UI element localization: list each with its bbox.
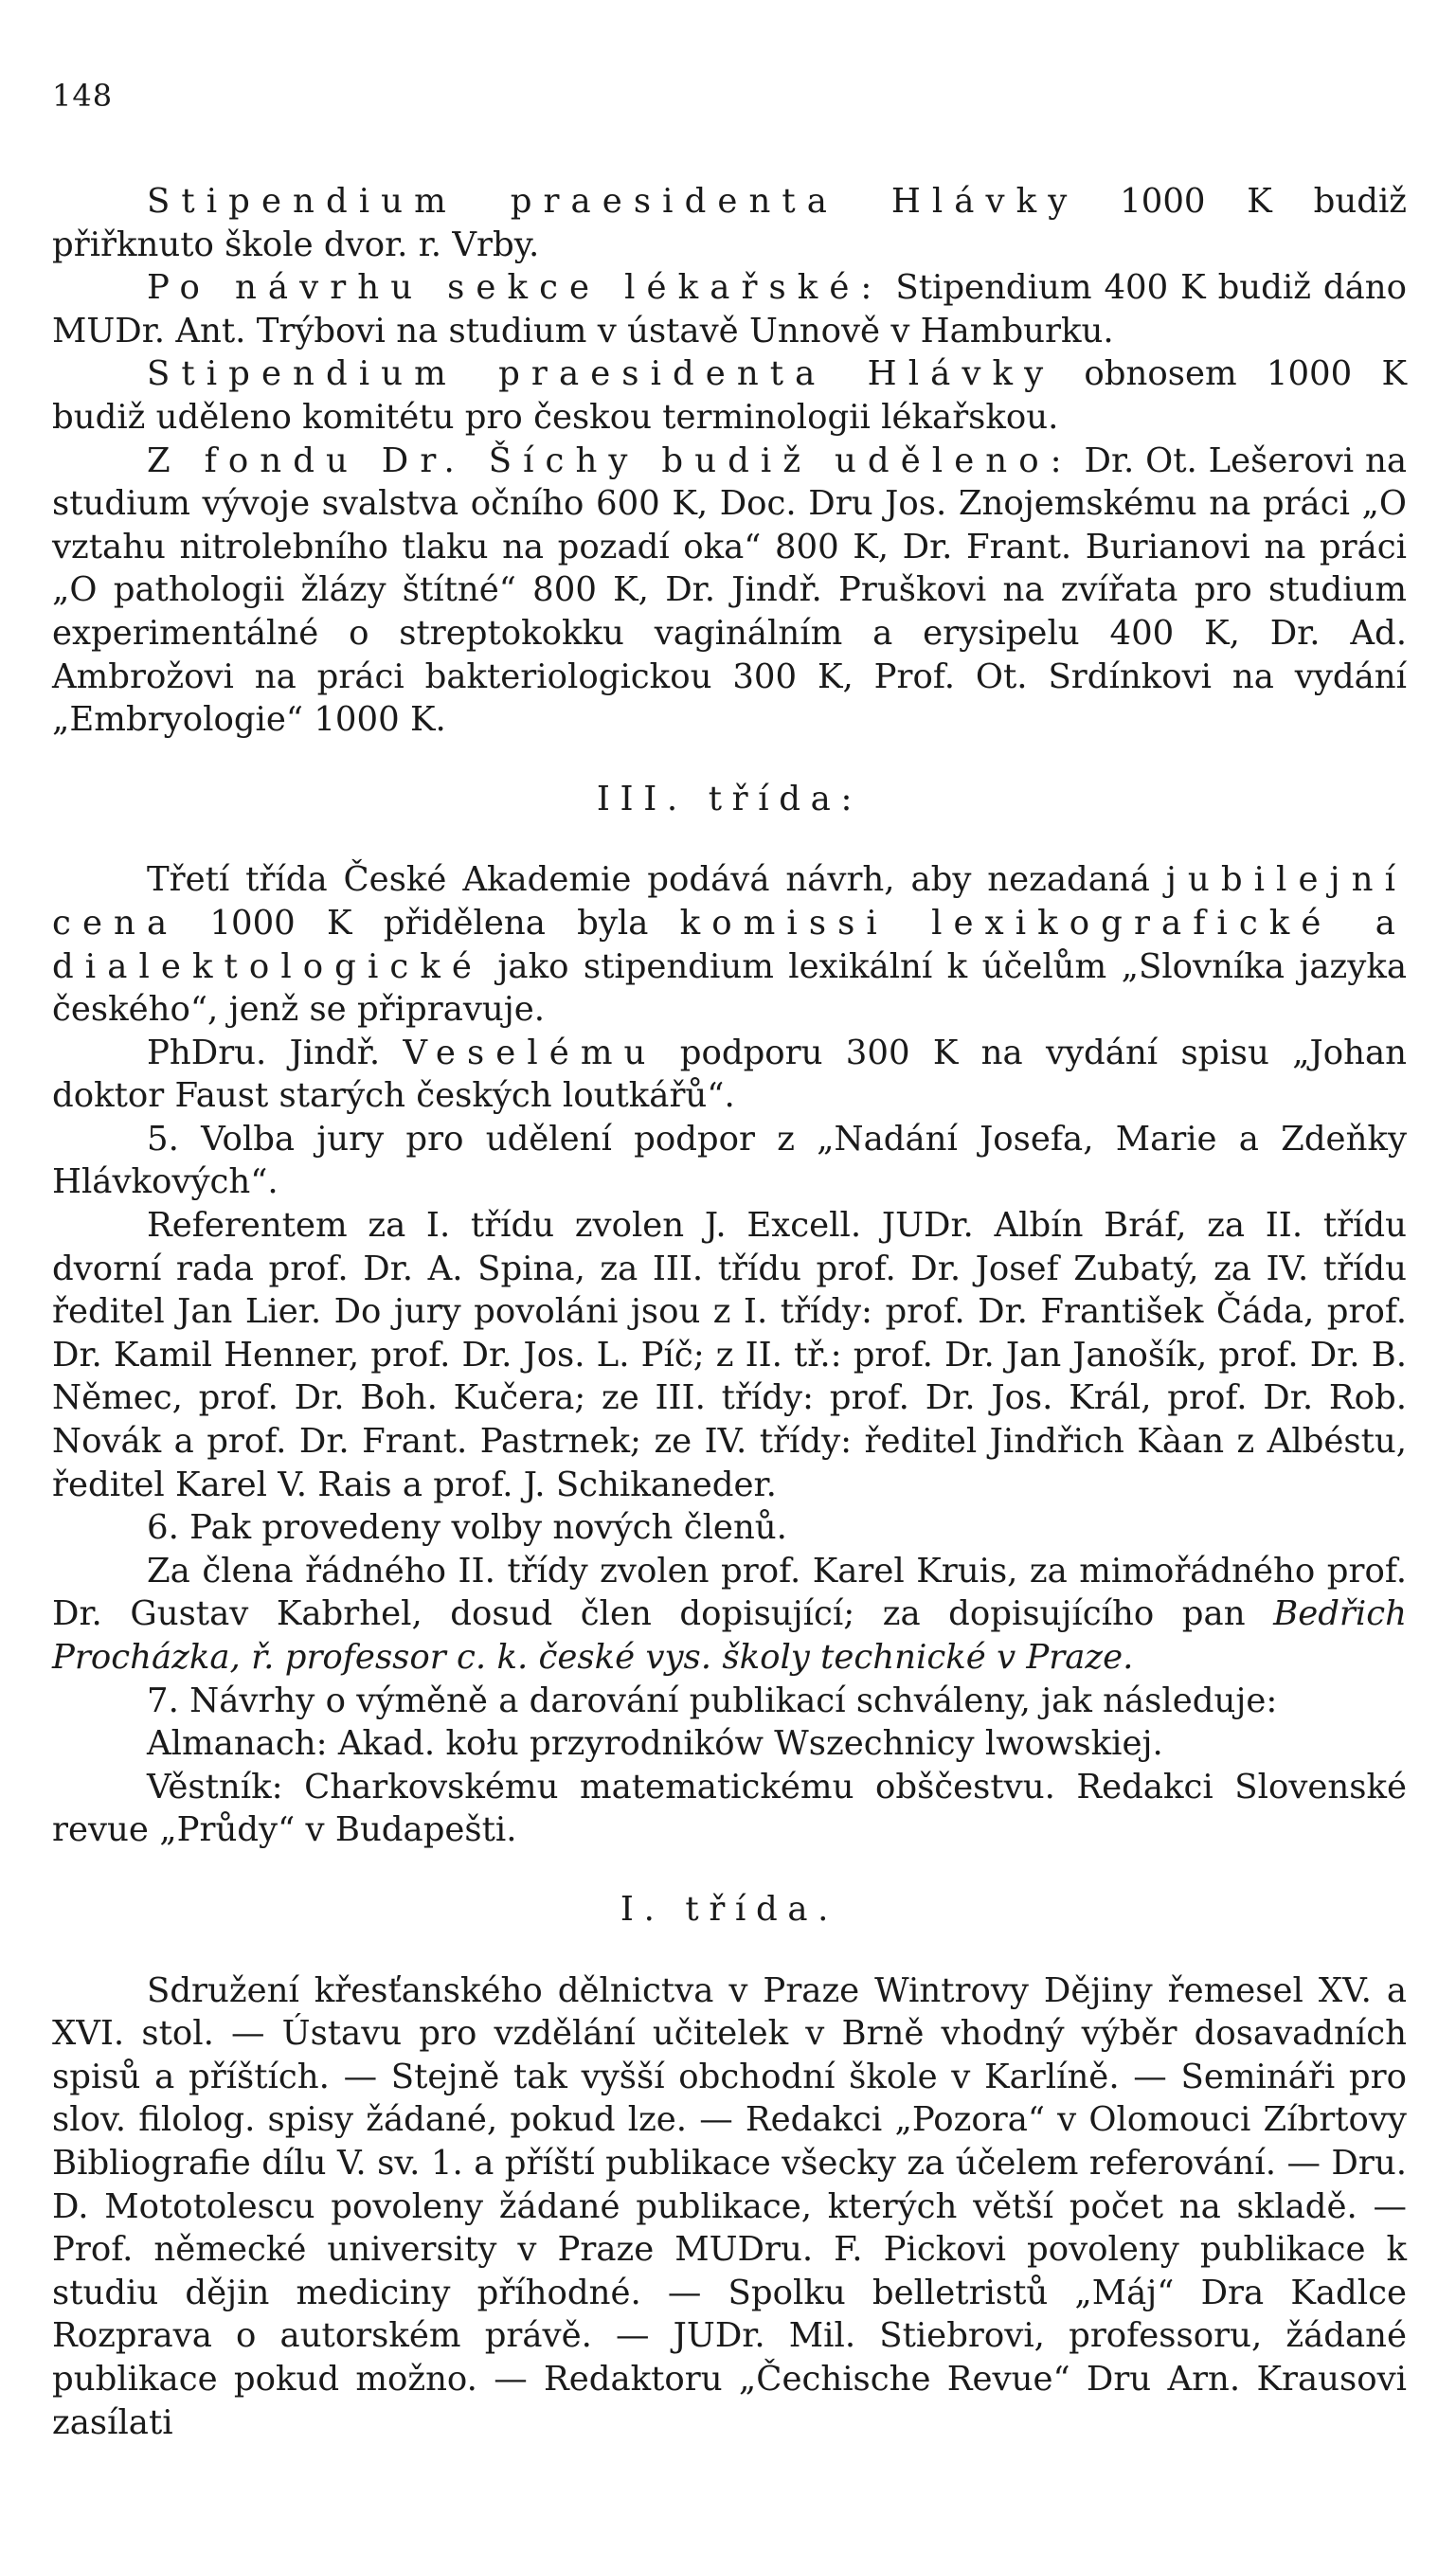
paragraph-vesely-support (52, 1032, 1407, 1118)
spaced-emphasis: komissi lexikografické a dialektologické (52, 903, 1407, 986)
paragraph-text: PhDru. Jindř. (147, 1033, 404, 1072)
paragraph-new-members: 6. Pak provedeny volby nových členů. (147, 1508, 787, 1548)
paragraph-vestnik: Věstník: Charkovskému matematickému obščestvu. Redakci Slovenské revue „Průdy“ v Budapešti. (52, 1767, 1407, 1850)
paragraph-text: jako stipendium lexikální k účelům „Slovníka jazyka českého“, jenž se připravuje. (52, 946, 1407, 1030)
paragraph-almanach: Almanach: Akad. kołu przyrodników Wszechnicy lwowskiej. (147, 1724, 1163, 1764)
paragraph-text: Třetí třída České Akademie podává návrh, aby nezadaná (147, 860, 1166, 900)
paragraph-referents: Referentem za I. třídu zvolen J. Excell. JUDr. Albín Bráf, za II. třídu dvorní rada prof. Dr. A. Spina, za III. třídu prof. Dr. Josef Zubatý, za IV. třídu ředitel Jan Lier. Do jury povoláni jsou z I. třídy: prof. Dr. František Čáda, prof. Dr. Kamil Henner, prof. Dr. Jos. L. Píč; z II. tř.: prof. Dr. Jan Janošík, prof. Dr. B. Němec, prof. Dr. Boh. Kučera; ze III. třídy: prof. Dr. Jos. Král, prof. Dr. Rob. Novák a prof. Dr. Frant. Pastrnek; ze IV. třídy: ředitel Jindřich Kàan z Albéstu, ředitel Karel V. Rais a prof. J. Schikaneder. (52, 1206, 1407, 1504)
paragraph-member-election (52, 1550, 1407, 1680)
italic-text: Bedřich Procházka, ř. professor c. k. české vys. školy technické v Praze. (52, 1594, 1407, 1677)
paragraph-hlavka-stipend-vrba (52, 180, 1407, 266)
paragraph-text: Dr. Ot. Lešerovi na studium vývoje svalstva očního 600 K, Doc. Dru Jos. Znojemskému na práci „O vztahu nitrolebního tlaku na pozadí oka“ 800 K, Dr. Frant. Burianovi na práci „O pathologii žlázy štítné“ 800 K, Dr. Jindř. Pruškovi na zvířata pro studium experimentálné o streptokokku vaginálním a erysipelu 400 K, Dr. Ad. Ambrožovi na práci bakteriologickou 300 K, Prof. Ot. Srdínkovi na vydání „Embryologie“ 1000 K. (52, 440, 1407, 740)
paragraph-class-1-publications: Sdružení křesťanského dělnictva v Praze Wintrovy Dějiny řemesel XV. a XVI. stol. — Ústavu pro vzdělání učitelek v Brně vhodný výběr dosavadních spisů a příštích. — Stejně tak vyšší obchodní škole v Karlíně. — Semináři pro slov. filolog. spisy žádané, pokud lze. — Redakci „Pozora“ v Olomouci Zíbrtovy Bibliografie dílu V. sv. 1. a příští publikace všecky za účelem referování. — Dru. D. Mototolescu povoleny žádané publikace, kterých větší počet na skladě. — Prof. německé university v Praze MUDru. F. Pickovi povoleny publikace k studiu dějin mediciny příhodné. — Spolku belletristů „Máj“ Dra Kadlce Rozprava o autorském právě. — JUDr. Mil. Stiebrovi, professoru, žádané publikace pokud možno. — Redaktoru „Čechische Revue“ Dru Arn. Krausovi zasílati (52, 1970, 1407, 2442)
paragraph-hlavka-stipend-terminology (52, 352, 1407, 439)
section-heading-class-3: III. třída: (596, 779, 863, 818)
page-text (52, 180, 1407, 2444)
spaced-emphasis: Stipendium praesidenta Hlávky (147, 354, 1055, 394)
paragraph-medical-section (52, 266, 1407, 352)
spaced-emphasis: Veselému (403, 1033, 657, 1072)
paragraph-text: 1000 K přidělena byla (178, 903, 680, 943)
paragraph-exchange-proposals: 7. Návrhy o výměně a darování publikací schváleny, jak následuje: (147, 1681, 1278, 1720)
paragraph-jubilee-prize (52, 858, 1407, 1031)
paragraph-text: 1000 K budiž přiřknuto škole dvor. r. Vrby. (52, 182, 1408, 264)
spaced-emphasis: Po návrhu sekce lékařské: (147, 268, 884, 308)
spaced-emphasis: Z fondu Dr. Šíchy budiž uděleno: (147, 440, 1073, 480)
paragraph-text: obnosem 1000 K budiž uděleno komitétu pro českou terminologii lékařskou. (52, 354, 1407, 437)
page-number: 148 (52, 78, 114, 114)
paragraph-jury-election: 5. Volba jury pro udělení podpor z „Nadání Josefa, Marie a Zdeňky Hlávkových“. (52, 1119, 1407, 1202)
paragraph-sicha-fund (52, 440, 1407, 742)
spaced-emphasis: jubilejní cena (52, 860, 1407, 943)
book-page (52, 0, 1407, 2553)
section-heading-class-1: I. třída. (620, 1889, 839, 1929)
spaced-emphasis: Stipendium praesidenta Hlávky (147, 182, 1079, 221)
paragraph-text: podporu 300 K na vydání spisu „Johan doktor Faust starých českých loutkářů“. (52, 1033, 1407, 1116)
paragraph-text: Za člena řádného II. třídy zvolen prof. Karel Kruis, za mimořádného prof. Dr. Gustav Kabrhel, dosud člen dopisující; za dopisujícího pan (52, 1551, 1407, 1634)
paragraph-text: Stipendium 400 K budiž dáno MUDr. Ant. Trýbovi na studium v ústavě Unnově v Hamburku. (52, 268, 1408, 351)
